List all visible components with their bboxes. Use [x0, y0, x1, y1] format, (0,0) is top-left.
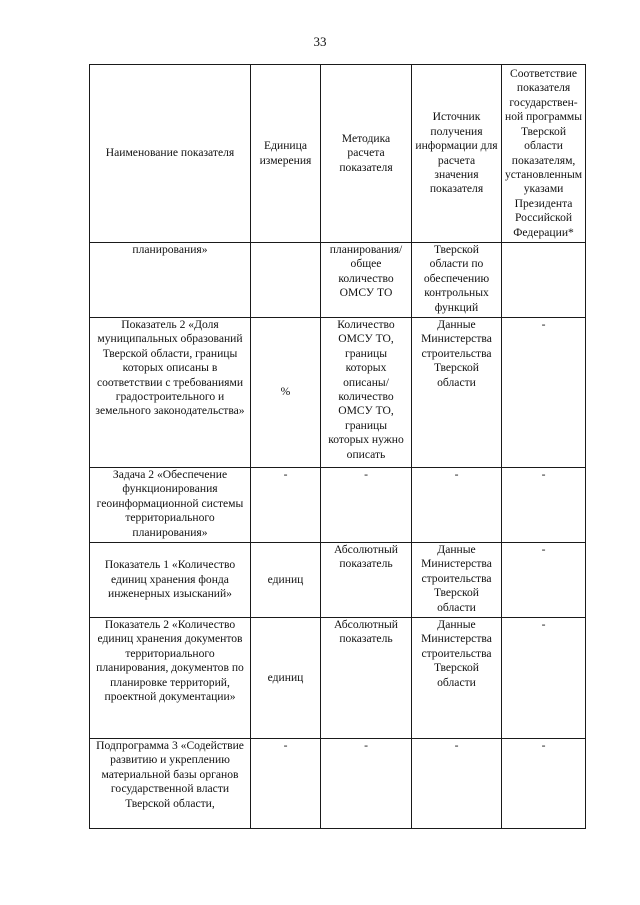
cell-match: -: [502, 618, 586, 739]
indicators-table: [89, 64, 586, 829]
header-indicator-name: Наименование показателя: [90, 65, 251, 243]
table-row: [90, 618, 586, 739]
cell-name: Показатель 2 «Количество единиц хранения документов территориального планирования, документов по планировке территорий, проектной документации»: [90, 618, 251, 739]
cell-name: Подпрограмма 3 «Содействие развитию и укреплению материальной базы органов государственной власти Тверской области,: [90, 739, 251, 829]
cell-match: -: [502, 543, 586, 618]
header-source: Источник получения информации для расчета значения показателя: [412, 65, 502, 243]
table-row: [90, 318, 586, 468]
cell-source: -: [412, 468, 502, 543]
cell-name: Показатель 1 «Количество единиц хранения фонда инженерных изысканий»: [90, 543, 251, 618]
cell-match: -: [502, 318, 586, 468]
cell-match: -: [502, 739, 586, 829]
cell-source: -: [412, 739, 502, 829]
header-method: Методика расчета показателя: [321, 65, 412, 243]
cell-unit: -: [251, 739, 321, 829]
cell-source: Тверской области по обеспечению контрольных функций: [412, 243, 502, 318]
cell-method: -: [321, 468, 412, 543]
table-row: [90, 243, 586, 318]
cell-match: [502, 243, 586, 318]
table-row: [90, 739, 586, 829]
cell-unit: %: [251, 318, 321, 468]
table-row: [90, 468, 586, 543]
cell-method: планирования/ общее количество ОМСУ ТО: [321, 243, 412, 318]
cell-name: Показатель 2 «Доля муниципальных образований Тверской области, границы которых описаны в соответствии с требованиями градостроительного и земельного законодательства»: [90, 318, 251, 468]
table-header-row: [90, 65, 586, 243]
cell-source: Данные Министерства строительства Тверской области: [412, 543, 502, 618]
cell-method: Абсолютный показатель: [321, 543, 412, 618]
header-correspondence: Соответствие показателя государствен-ной программы Тверской области показателям, установленным указами Президента Российской Федерации*: [502, 65, 586, 243]
cell-unit: единиц: [251, 618, 321, 739]
cell-method: -: [321, 739, 412, 829]
cell-name: планирования»: [90, 243, 251, 318]
table-row: [90, 543, 586, 618]
cell-method: Количество ОМСУ ТО, границы которых описаны/ количество ОМСУ ТО, границы которых нужно описать: [321, 318, 412, 468]
cell-unit: [251, 243, 321, 318]
cell-method: Абсолютный показатель: [321, 618, 412, 739]
header-unit: Единица измерения: [251, 65, 321, 243]
page-number: 33: [313, 34, 327, 49]
cell-name: Задача 2 «Обеспечение функционирования геоинформационной системы территориального планирования»: [90, 468, 251, 543]
cell-source: Данные Министерства строительства Тверской области: [412, 318, 502, 468]
cell-unit: единиц: [251, 543, 321, 618]
cell-source: Данные Министерства строительства Тверской области: [412, 618, 502, 739]
cell-unit: -: [251, 468, 321, 543]
cell-match: -: [502, 468, 586, 543]
